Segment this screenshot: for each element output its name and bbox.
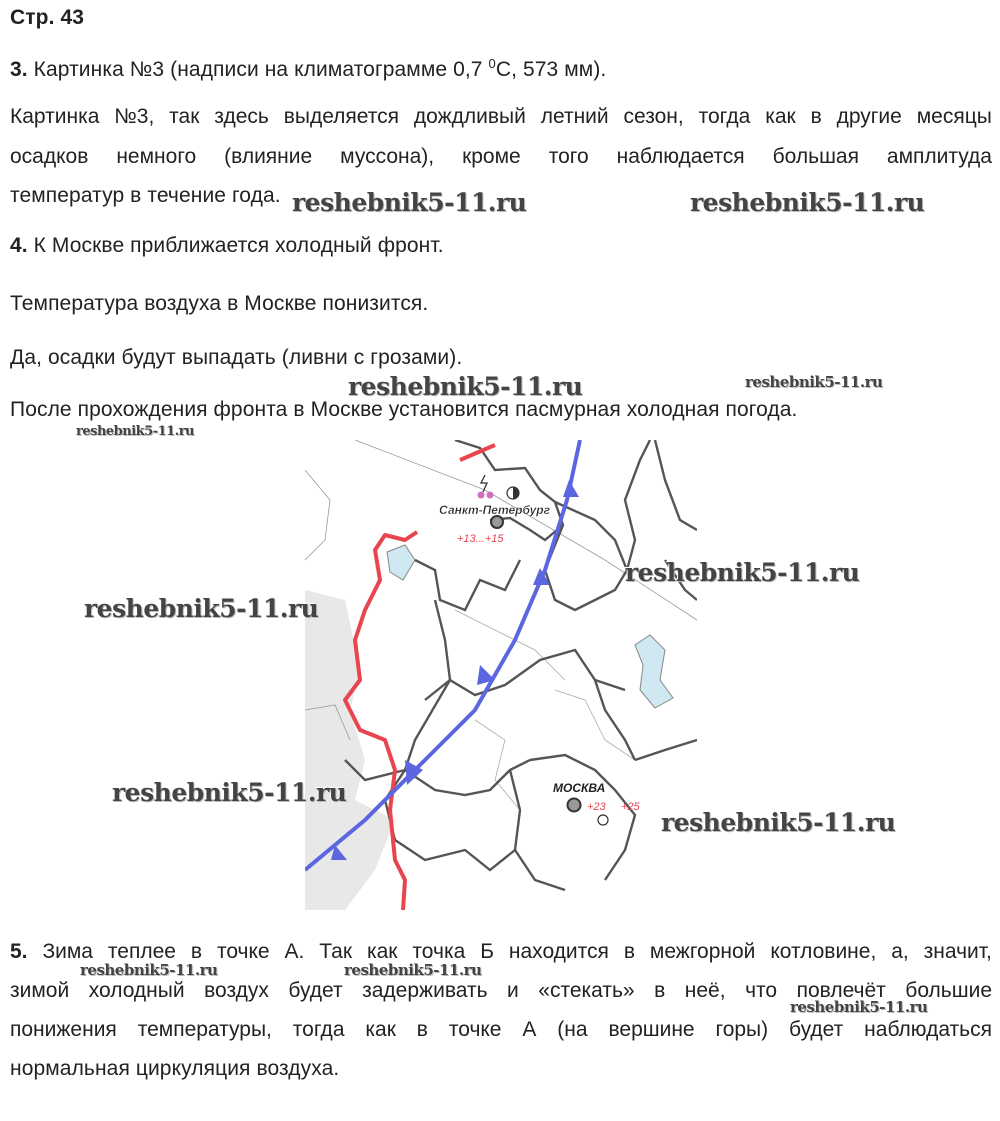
word: амплитуда <box>886 145 992 168</box>
watermark: reshebnik5-11.ru <box>690 188 925 217</box>
word: наблюдаться <box>864 1018 992 1041</box>
word: точке <box>216 940 270 963</box>
word: того <box>548 145 589 168</box>
spb-temp: +13...+15 <box>457 533 504 545</box>
word: в <box>810 105 822 128</box>
word: дождливый <box>413 105 526 128</box>
word: как <box>366 940 398 963</box>
word: холодный <box>88 979 185 1002</box>
watermark: reshebnik5-11.ru <box>80 961 218 979</box>
word: значит, <box>923 940 992 963</box>
word: Б <box>480 940 494 963</box>
word: «стекать» <box>538 979 635 1002</box>
word: большая <box>772 145 859 168</box>
word: задерживать <box>362 979 488 1002</box>
word: температуры, <box>137 1018 272 1041</box>
q5-number: 5. <box>10 940 28 963</box>
word: в <box>623 940 635 963</box>
q5-line4: нормальная циркуляция воздуха. <box>10 1057 340 1080</box>
word: А. <box>284 940 305 963</box>
q3-para-line1 <box>10 105 992 129</box>
word: понижения <box>10 1018 117 1041</box>
word: тогда <box>292 1018 345 1041</box>
spb-label: Санкт-Петербург <box>439 503 550 517</box>
watermark: reshebnik5-11.ru <box>84 594 319 623</box>
word: в <box>416 1018 428 1041</box>
moscow-temp1: +23 <box>587 801 606 813</box>
word: (на <box>557 1018 588 1041</box>
word: будет <box>789 1018 844 1041</box>
word: муссона), <box>340 145 435 168</box>
word: горы) <box>715 1018 769 1041</box>
word: зимой <box>10 979 70 1002</box>
page-header: Стр. 43 <box>10 6 85 29</box>
word: здесь <box>214 105 269 128</box>
word: в <box>654 979 666 1002</box>
word: (влияние <box>224 145 313 168</box>
q3-answer-text: Картинка №3 (надписи на климатограмме 0,7 <box>33 58 489 81</box>
word: будет <box>288 979 343 1002</box>
word: Зима <box>42 940 93 963</box>
q4-answer <box>10 234 444 258</box>
word: наблюдается <box>616 145 745 168</box>
word: как <box>765 105 796 128</box>
q4-answer-text: К Москве приближается холодный фронт. <box>33 234 444 257</box>
word: а, <box>891 940 909 963</box>
word: что <box>745 979 778 1002</box>
q3-answer <box>10 56 606 82</box>
q4-line2: Температура воздуха в Москве понизится. <box>10 292 429 315</box>
watermark: reshebnik5-11.ru <box>112 778 347 807</box>
word: воздух <box>204 979 269 1002</box>
word: №3, <box>114 105 155 128</box>
word: вершине <box>608 1018 695 1041</box>
q3-para-line3: температур в течение года. <box>10 184 281 207</box>
word: теплее <box>107 940 176 963</box>
watermark: reshebnik5-11.ru <box>348 372 583 401</box>
word: немного <box>116 145 197 168</box>
word: и <box>507 979 519 1002</box>
word: выделяется <box>283 105 400 128</box>
word: летний <box>540 105 609 128</box>
q4-line3: Да, осадки будут выпадать (ливни с грозами). <box>10 346 463 369</box>
moscow-temp2: +25 <box>621 801 640 813</box>
clear-sky-symbol <box>598 815 608 825</box>
watermark: reshebnik5-11.ru <box>344 961 482 979</box>
word: кроме <box>462 145 521 168</box>
moscow-label: МОСКВА <box>553 781 606 795</box>
word: неё, <box>684 979 726 1002</box>
word: Так <box>319 940 353 963</box>
watermark: reshebnik5-11.ru <box>661 808 896 837</box>
watermark: reshebnik5-11.ru <box>625 558 860 587</box>
word: другие <box>836 105 902 128</box>
word: как <box>365 1018 396 1041</box>
word: месяцы <box>916 105 992 128</box>
watermark: reshebnik5-11.ru <box>292 188 527 217</box>
q3-answer-tail: С, 573 мм). <box>495 58 607 81</box>
q3-degree: 0 <box>488 56 496 71</box>
word: межгорной <box>649 940 756 963</box>
word: большие <box>905 979 992 1002</box>
word: осадков <box>10 145 89 168</box>
word: сезон, <box>623 105 684 128</box>
spb-city-dot <box>491 516 503 528</box>
watermark: reshebnik5-11.ru <box>790 998 928 1016</box>
word: Картинка <box>10 105 100 128</box>
word: точка <box>412 940 466 963</box>
word: в <box>190 940 203 963</box>
q3-para-line2 <box>10 145 992 169</box>
moscow-city-dot <box>568 799 581 812</box>
weather-map <box>305 440 697 910</box>
watermark: reshebnik5-11.ru <box>76 424 195 439</box>
q4-line4: После прохождения фронта в Москве установится пасмурная холодная погода. <box>10 398 798 421</box>
q4-number: 4. <box>10 234 28 257</box>
watermark: reshebnik5-11.ru <box>745 373 883 391</box>
q5-line3 <box>10 1018 992 1042</box>
word: котловине, <box>770 940 877 963</box>
word: тогда <box>698 105 751 128</box>
word: находится <box>508 940 609 963</box>
word: А <box>522 1018 537 1041</box>
q3-number: 3. <box>10 58 28 81</box>
word: так <box>169 105 200 128</box>
word: точке <box>448 1018 502 1041</box>
word: повлечёт <box>796 979 886 1002</box>
